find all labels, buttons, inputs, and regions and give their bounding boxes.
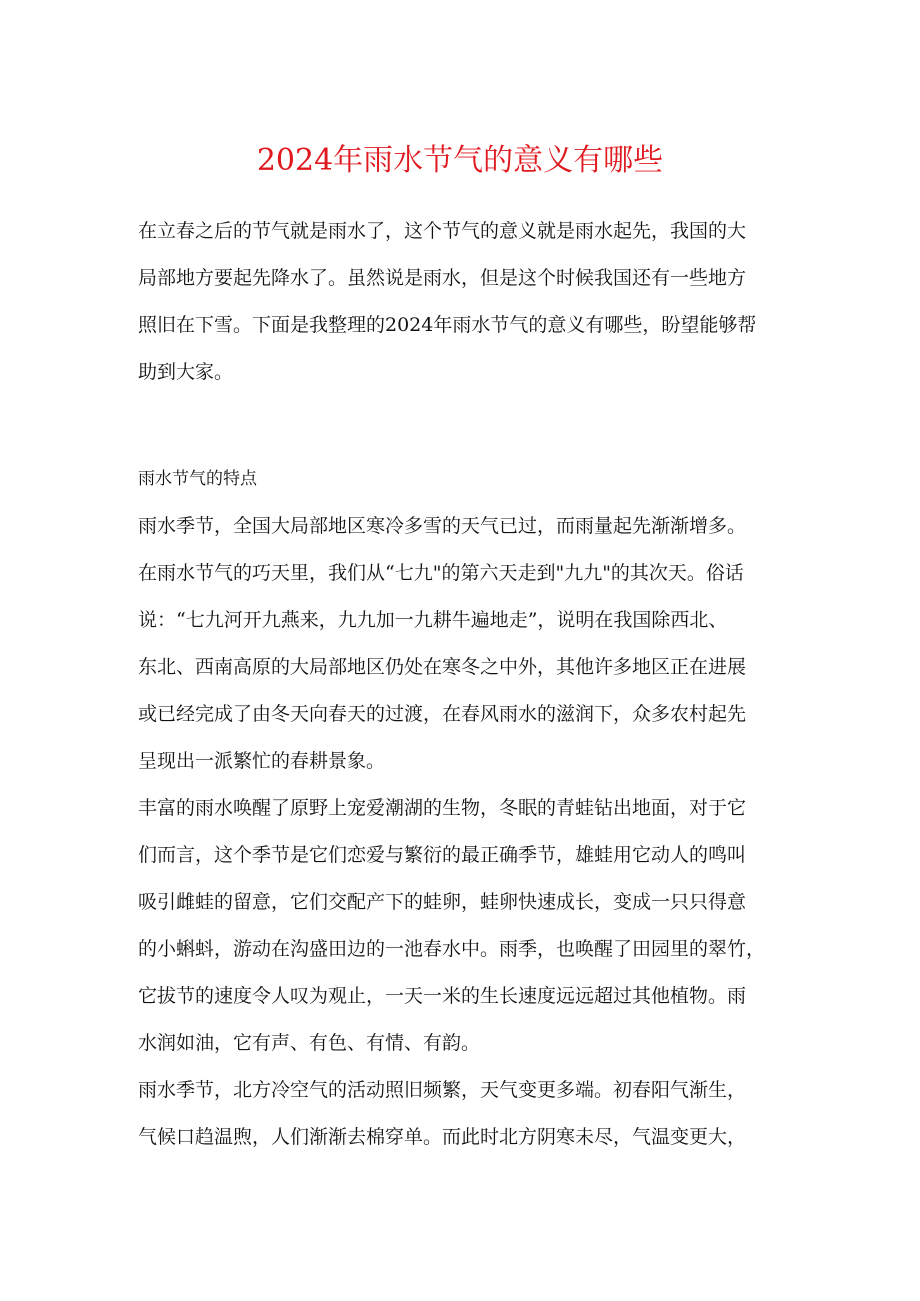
intro-line: 助到大家。 [138, 361, 234, 383]
paragraph-line: 水润如油，它有声、有色、有情、有韵。 [138, 1032, 481, 1054]
paragraph-line: 或已经完成了由冬天向春天的过渡，在春风雨水的滋润下，众多农村起先 [138, 703, 747, 725]
paragraph-line: 说：“七九河开九燕来，九九加一九耕牛遍地走”，说明在我国除西北、 [138, 609, 728, 631]
paragraph-line: 在雨水节气的巧天里，我们从“七九"的第六天走到"九九"的其次天。俗话 [138, 562, 744, 584]
paragraph-line: 们而言，这个季节是它们恋爱与繁衍的最正确季节，雄蛙用它动人的鸣叫 [138, 844, 747, 866]
document-body [138, 208, 798, 1161]
paragraph-line: 的小蝌蚪，游动在沟盛田边的一池春水中。雨季，也唤醒了田园里的翠竹， [138, 938, 766, 960]
intro-line: 局部地方要起先降水了。虽然说是雨水，但是这个时候我国还有一些地方 [138, 267, 747, 289]
paragraph-line: 东北、西南高原的大局部地区仍处在寒冬之中外，其他许多地区正在进展 [138, 656, 747, 678]
paragraph-3 [138, 1067, 798, 1161]
paragraph-line: 气候口趋温煦，人们渐渐去棉穿单。而此时北方阴寒未尽，气温变更大， [138, 1126, 747, 1148]
intro-line: 照旧在下雪。下面是我整理的2024年雨水节气的意义有哪些，盼望能够帮 [138, 314, 757, 336]
paragraph-line: 丰富的雨水唤醒了原野上宠爱潮湖的生物，冬眠的青蛙钻出地面，对于它 [138, 797, 747, 819]
paragraph-line: 雨水季节，全国大局部地区寒冷多雪的天气已过，而雨量起先渐渐增多。 [138, 515, 747, 537]
intro-line: 在立春之后的节气就是雨水了，这个节气的意义就是雨水起先，我国的大 [138, 220, 747, 242]
paragraph-line: 吸引雌蛙的留意，它们交配产下的蛙卵，蛙卵快速成长，变成一只只得意 [138, 891, 747, 913]
paragraph-line: 它拔节的速度令人叹为观止，一天一米的生长速度远远超过其他植物。雨 [138, 985, 747, 1007]
paragraph-1 [138, 503, 798, 785]
paragraph-2 [138, 785, 798, 1067]
intro-paragraph [138, 208, 798, 396]
paragraph-line: 呈现出一派繁忙的春耕景象。 [138, 750, 386, 772]
section-heading: 雨水节气的特点 [138, 469, 257, 489]
paragraph-line: 雨水季节，北方冷空气的活动照旧频繁，天气变更多端。初春阳气渐生， [138, 1079, 747, 1101]
page-title: 2024年雨水节气的意义有哪些 [256, 143, 664, 178]
